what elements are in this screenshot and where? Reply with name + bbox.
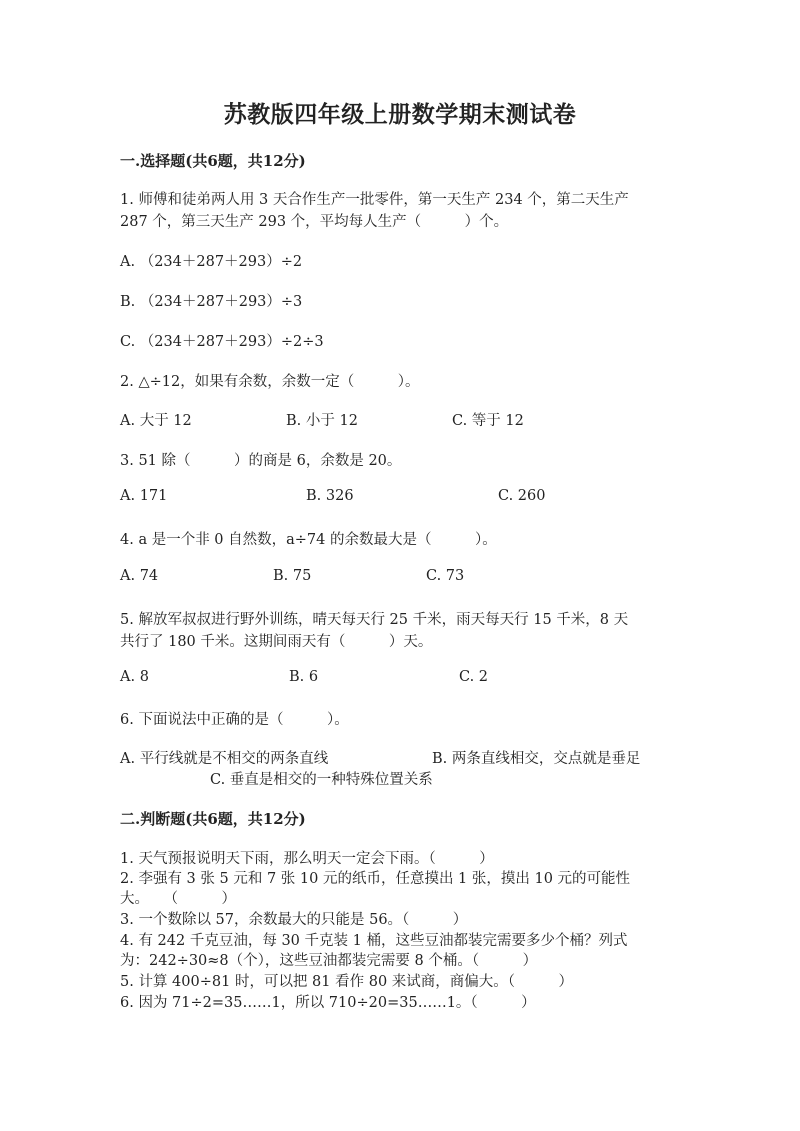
section-heading-choice: 一.选择题(共6题，共12分) <box>120 152 306 170</box>
question-6-line-1: 6. 下面说法中正确的是（ ）。 <box>120 712 349 728</box>
question-6-option-a: A. 平行线就是不相交的两条直线 <box>120 751 329 767</box>
question-1-option-a: A. （234＋287＋293）÷2 <box>120 254 303 270</box>
judgment-3: 3. 一个数除以 57，余数最大的只能是 56。（ ） <box>120 912 468 928</box>
question-6-option-c: C. 垂直是相交的一种特殊位置关系 <box>210 772 433 788</box>
question-2-option-a: A. 大于 12 <box>120 413 192 429</box>
question-1-option-c: C. （234＋287＋293）÷2÷3 <box>120 334 324 350</box>
question-4-option-c: C. 73 <box>426 568 465 584</box>
question-3-option-a: A. 171 <box>120 488 168 504</box>
question-5-option-c: C. 2 <box>459 669 489 685</box>
judgment-5: 5. 计算 400÷81 时，可以把 81 看作 80 来试商，商偏大。（ ） <box>120 974 574 990</box>
page-title: 苏教版四年级上册数学期末测试卷 <box>223 101 577 128</box>
judgment-2-line-2: 大。 （ ） <box>120 891 236 907</box>
question-1-line-2: 287 个，第三天生产 293 个，平均每人生产（ ）个。 <box>120 214 509 230</box>
question-3-line-1: 3. 51 除（ ）的商是 6，余数是 20。 <box>120 453 402 469</box>
judgment-4-line-1: 4. 有 242 千克豆油，每 30 千克装 1 桶，这些豆油都装完需要多少个桶？列式 <box>120 933 628 949</box>
question-4-option-a: A. 74 <box>120 568 159 584</box>
judgment-4-line-2: 为：242÷30≈8（个），这些豆油都装完需要 8 个桶。（ ） <box>120 953 538 969</box>
question-5-option-b: B. 6 <box>289 669 319 685</box>
question-5-line-1: 5. 解放军叔叔进行野外训练，晴天每天行 25 千米，雨天每天行 15 千米，8 天 <box>120 612 629 628</box>
section-heading-judgment: 二.判断题(共6题，共12分) <box>120 810 306 828</box>
question-1-option-b: B. （234＋287＋293）÷3 <box>120 294 303 310</box>
judgment-6: 6. 因为 71÷2=35……1，所以 710÷20=35……1。（ ） <box>120 995 536 1011</box>
question-4-line-1: 4. a 是一个非 0 自然数，a÷74 的余数最大是（ ）。 <box>120 532 497 548</box>
question-5-option-a: A. 8 <box>120 669 149 685</box>
question-1-line-1: 1. 师傅和徒弟两人用 3 天合作生产一批零件，第一天生产 234 个，第二天生产 <box>120 192 629 208</box>
question-2-option-c: C. 等于 12 <box>452 413 524 429</box>
judgment-1: 1. 天气预报说明天下雨，那么明天一定会下雨。（ ） <box>120 851 494 867</box>
question-6-option-b: B. 两条直线相交，交点就是垂足 <box>432 751 641 767</box>
judgment-2-line-1: 2. 李强有 3 张 5 元和 7 张 10 元的纸币，任意摸出 1 张，摸出 10 元的可能性 <box>120 871 631 887</box>
question-5-line-2: 共行了 180 千米。这期间雨天有（ ）天。 <box>120 634 433 650</box>
question-4-option-b: B. 75 <box>273 568 312 584</box>
question-3-option-c: C. 260 <box>498 488 546 504</box>
question-2-option-b: B. 小于 12 <box>286 413 358 429</box>
question-3-option-b: B. 326 <box>306 488 354 504</box>
question-2-line-1: 2. △÷12，如果有余数，余数一定（ ）。 <box>120 374 420 390</box>
